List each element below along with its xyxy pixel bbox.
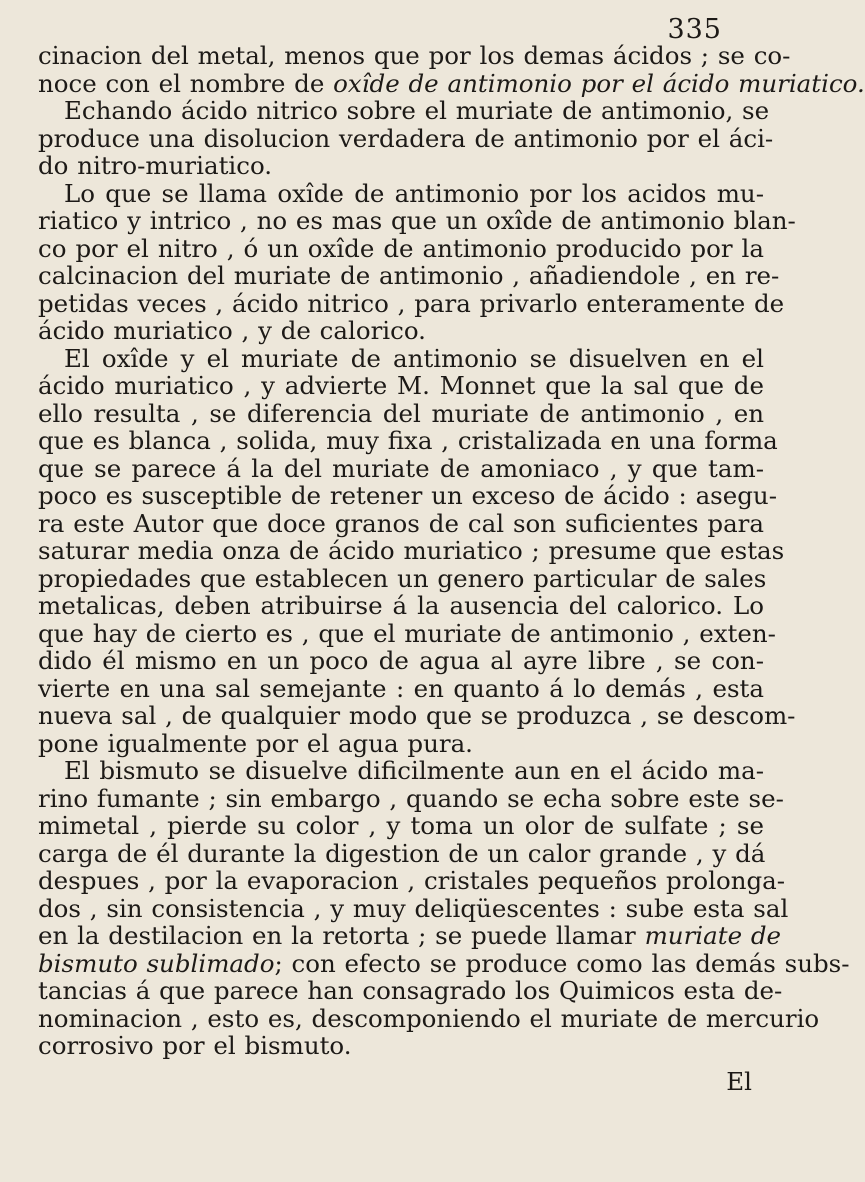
line-text: saturar media onza de ácido muriatico ; presume que estas <box>38 536 785 565</box>
line-text: metalicas, deben atribuirse á la ausencia del calorico. Lo <box>38 591 764 620</box>
text-line <box>38 618 776 648</box>
line-text: El oxîde y el muriate de antimonio se disuelven en el <box>64 343 764 373</box>
text-line <box>38 812 764 840</box>
text-line <box>38 261 780 290</box>
text-line <box>38 400 764 428</box>
line-text: rino fumante ; sin embargo , quando se echa sobre este se- <box>38 783 784 813</box>
text-line <box>38 783 784 813</box>
line-text: dido él mismo en un poco de agua al ayre libre , se con- <box>38 646 764 675</box>
italic-text: oxîde de antimonio por el ácido muriatico. <box>333 68 865 98</box>
line-text: nominacion , esto es, descomponiendo el muriate de mercurio <box>38 1003 820 1033</box>
text-line <box>38 510 764 538</box>
text-line <box>38 866 786 895</box>
line-text: El bismuto se disuelve dificilmente aun en el ácido ma- <box>64 756 764 785</box>
line-text: calcinacion del muriate de antimonio , añadiendole , en re- <box>38 261 780 290</box>
catchword: El <box>726 1066 752 1096</box>
line-text: riatico y intrico , no es mas que un oxîde de antimonio blan- <box>38 206 796 235</box>
line-text: Lo que se llama oxîde de antimonio por los acidos mu- <box>64 178 764 208</box>
text-line <box>38 563 767 593</box>
text-line <box>38 976 783 1005</box>
line-text: ácido muriatico , y de calorico. <box>38 316 426 345</box>
line-text: corrosivo por el bismuto. <box>38 1031 352 1060</box>
text-line <box>38 592 764 620</box>
line-text: ra este Autor que doce granos de cal son suficientes para <box>38 508 764 538</box>
line-text: mimetal , pierde su color , y toma un olor de sulfate ; se <box>38 811 764 840</box>
text-line <box>38 481 777 510</box>
text-line <box>38 206 796 235</box>
line-text: ácido muriatico , y advierte M. Monnet que la sal que de <box>38 371 764 400</box>
line-text: nueva sal , de qualquier modo que se produzca , se descom- <box>38 701 796 730</box>
text-line <box>38 840 764 868</box>
text-line <box>38 345 764 373</box>
line-text: cinacion del metal, menos que por los demas ácidos ; se co- <box>38 41 791 70</box>
line-text: en la destilacion en la retorta ; se puede llamar <box>38 921 645 950</box>
text-line <box>38 235 764 263</box>
line-text: do nitro-muriatico. <box>38 151 273 180</box>
line-text: propiedades que establecen un genero particular de sales <box>38 563 767 593</box>
text-line <box>38 180 764 208</box>
text-line <box>38 921 782 950</box>
body-text <box>38 41 865 1096</box>
line-text: Echando ácido nitrico sobre el muriate de antimonio, se <box>64 96 770 125</box>
italic-text: bismuto sublimado <box>38 948 275 978</box>
line-text: poco es susceptible de retener un exceso de ácido : asegu- <box>38 481 777 510</box>
line-text: que es blanca , solida, muy fixa , cristalizada en una forma <box>38 426 778 455</box>
line-text: vierte en una sal semejante : en quanto á lo demás , esta <box>38 673 764 703</box>
line-text: tancias á que parece han consagrado los Quimicos esta de- <box>38 976 783 1005</box>
text-line <box>38 893 789 923</box>
line-text: ello resulta , se diferencia del muriate de antimonio , en <box>38 398 764 428</box>
text-line <box>38 152 764 180</box>
text-line <box>38 701 796 730</box>
text-line <box>38 1032 764 1060</box>
line-text: carga de él durante la digestion de un calor grande , y dá <box>38 838 766 868</box>
text-line <box>38 288 785 318</box>
line-text: despues , por la evaporacion , cristales pequeños prolonga- <box>38 866 786 895</box>
text-line <box>38 675 764 703</box>
text-line <box>38 41 791 70</box>
line-text: ; con efecto se produce como las demás subs- <box>274 948 850 978</box>
text-line <box>38 948 850 978</box>
text-line <box>38 372 764 400</box>
text-line <box>38 1003 820 1033</box>
italic-text: muriate de <box>644 921 782 950</box>
line-text: pone igualmente por el agua pura. <box>38 728 473 758</box>
line-text: que se parece á la del muriate de amoniaco , y que tam- <box>38 453 764 483</box>
line-text: que hay de cierto es , que el muriate de antimonio , exten- <box>38 618 776 648</box>
text-line <box>38 647 764 675</box>
line-text: co por el nitro , ó un oxîde de antimonio producido por la <box>38 233 764 263</box>
text-line <box>38 426 778 455</box>
line-text: petidas veces , ácido nitrico , para privarlo enteramente de <box>38 288 785 318</box>
text-line <box>38 757 764 785</box>
page-number: 335 <box>667 14 722 45</box>
text-line <box>38 730 764 758</box>
text-line <box>38 96 770 125</box>
text-line <box>38 317 764 345</box>
line-text: dos , sin consistencia , y muy deliqüescentes : sube esta sal <box>38 893 789 923</box>
line-text: noce con el nombre de <box>38 68 334 98</box>
text-line <box>38 536 785 565</box>
text-line <box>38 455 764 483</box>
text-line <box>38 123 774 153</box>
line-text: produce una disolucion verdadera de antimonio por el áci- <box>38 123 774 153</box>
text-line <box>38 68 865 98</box>
